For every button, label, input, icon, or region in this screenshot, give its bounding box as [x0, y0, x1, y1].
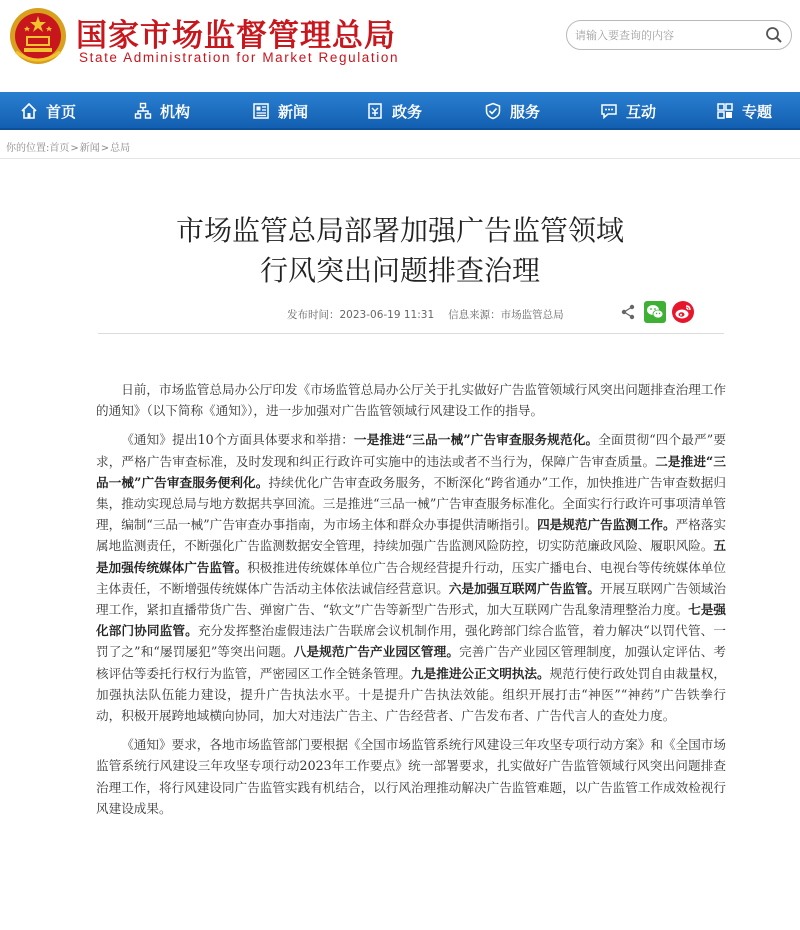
publish-label: 发布时间：: [287, 309, 340, 321]
text-run: 充分发挥整治虚假违法广告联席会议机制作用，强化跨部门综合监管，着力解决“以罚代管、一罚了之”和“屡罚屡犯”等突出问题。: [96, 623, 726, 660]
text-run: 完善广告产业园区管理制度，加强认定评估、考核评估等委托行权行为监管，严密园区工作全链条管理。: [96, 644, 727, 681]
search-box: [566, 20, 792, 50]
breadcrumb-item-home[interactable]: 首页: [49, 143, 70, 154]
text-run: 积极推进传统媒体单位广告合规经营提升行动，压实广播电台、电视台等传统媒体单位主体责任，不断增强传统媒体广告活动主体依法诚信经营意识。: [96, 559, 727, 596]
text-run: 开展互联网广告领域治理工作，紧扣直播带货广告、弹窗广告、“软文”广告等新型广告形式，加大互联网广告乱象清理整治力度。: [96, 580, 727, 618]
paragraph: 《通知》要求，各地市场监管部门要根据《全国市场监管系统行风建设三年攻坚专项行动方案》和《全国市场监管系统行风建设三年攻坚专项行动2023年工作要点》统一部署要求，扎实做好广告监管领域行风突出问题排查治理工作，将行风建设同广告监管实践有机结合，以行风治理推动解决广告监管难题，以广告监管工作成效检视行风建设成果。: [96, 737, 726, 816]
source-value: 市场监管总局: [500, 309, 564, 321]
interact-icon: [600, 102, 618, 120]
bold-run: 四是规范广告监测工作。: [537, 517, 676, 533]
article-title: [100, 211, 700, 291]
source-label: 信息来源：: [448, 309, 501, 321]
nav-gov-label: 政务: [392, 102, 423, 121]
text-run: 严格落实属地监测责任，不断强化广告监测数据安全管理，持续加强广告监测风险防控，切实防范廉政风险、履职风险。: [96, 517, 727, 554]
text-run: 规范行使行政处罚自由裁量权，加强执法队伍能力建设，提升广告执法水平。: [96, 665, 727, 702]
nav-home[interactable]: [20, 92, 76, 130]
weibo-icon[interactable]: [672, 301, 694, 323]
bold-run: 八是规范广告产业园区管理。: [293, 644, 460, 660]
breadcrumb: [6, 139, 130, 154]
site-header: [0, 0, 800, 92]
paragraph: [96, 429, 726, 726]
breadcrumb-item-zongju[interactable]: 总局: [110, 143, 131, 154]
breadcrumb-item-news[interactable]: 新闻: [79, 143, 100, 154]
nav-topic-label: 专题: [742, 102, 773, 121]
meta-divider: [98, 333, 724, 334]
text-run: 持续优化广告审查政务服务，不断深化“跨省通办”工作，加快推进广告审查数据归集，推动实现总局与地方数据共享回流。: [96, 474, 726, 512]
paragraph: 日前，市场监管总局办公厅印发《市场监管总局办公厅关于扎实做好广告监管领域行风突出问题排查治理工作的通知》（以下简称《通知》），进一步加强对广告监管领域行风建设工作的指导。: [96, 382, 726, 419]
national-emblem-icon[interactable]: [8, 6, 68, 66]
gov-icon: [366, 102, 384, 120]
nav-topic[interactable]: [716, 92, 772, 130]
nav-gov[interactable]: [366, 92, 422, 130]
text-run: 十是提升广告执法效能。: [358, 686, 503, 702]
nav-org[interactable]: [134, 92, 190, 130]
publish-time: 2023-06-19 11:31: [339, 309, 435, 321]
search-icon[interactable]: [765, 26, 783, 44]
topic-icon: [716, 102, 734, 120]
nav-interact-label: 互动: [626, 102, 657, 121]
nav-service[interactable]: [484, 92, 540, 130]
home-icon: [20, 102, 38, 120]
share-icon[interactable]: [620, 304, 636, 320]
site-subtitle: State Administration for Market Regulation: [79, 50, 400, 65]
breadcrumb-separator: >: [100, 143, 110, 154]
nav-home-label: 首页: [46, 102, 77, 121]
org-icon: [134, 102, 152, 120]
nav-interact[interactable]: [600, 92, 656, 130]
article-container: [0, 158, 800, 930]
article-title-line1: 市场监管总局部署加强广告监管领域: [175, 214, 624, 247]
article-body: [96, 379, 726, 827]
wechat-icon[interactable]: [644, 301, 666, 323]
site-title: 国家市场监督管理总局: [76, 18, 396, 54]
nav-service-label: 服务: [510, 102, 541, 121]
bold-run: 五是加强传统媒体广告监管。: [96, 538, 726, 575]
nav-news-label: 新闻: [278, 102, 309, 121]
breadcrumb-prefix: 你的位置:: [6, 143, 50, 154]
share-bar: [620, 301, 694, 323]
news-icon: [252, 102, 270, 120]
breadcrumb-separator: >: [70, 143, 79, 154]
nav-org-label: 机构: [160, 102, 191, 121]
bold-run: 九是推进公正文明执法。: [411, 665, 550, 681]
article-meta: [287, 307, 564, 322]
article-title-line2: 行风突出问题排查治理: [259, 254, 540, 287]
text-run: 组织开展打击“神医”“神药”广告铁拳行动，积极开展跨地域横向协同，加大对违法广告主、广告经营者、广告发布者、广告代言人的查处力度。: [96, 686, 727, 724]
text-run: 三是推进“三品一械”广告审查服务标准化。: [322, 496, 563, 512]
text-run: 《通知》提出10个方面具体要求和举措：: [121, 432, 355, 448]
service-icon: [484, 102, 502, 120]
main-nav: [0, 92, 800, 130]
bold-run: 七是强化部门协同监管。: [96, 602, 727, 639]
bold-run: 六是加强互联网广告监管。: [448, 580, 601, 596]
bold-run: 一是推进“三品一械”广告审查服务规范化。: [354, 432, 599, 448]
nav-news[interactable]: [252, 92, 308, 130]
bold-run: 二是推进“三品一械”广告审查服务便利化。: [96, 453, 727, 490]
search-input[interactable]: [575, 25, 765, 45]
text-run: 全面实行行政许可事项清单管理，编制“三品一械”广告审查办事指南，为市场主体和群众办事提供清晰指引。: [96, 496, 727, 533]
text-run: 全面贯彻“四个最严”要求，严格广告审查标准，及时发现和纠正行政许可实施中的违法或者不当行为，保障广告审查质量。: [96, 432, 726, 469]
